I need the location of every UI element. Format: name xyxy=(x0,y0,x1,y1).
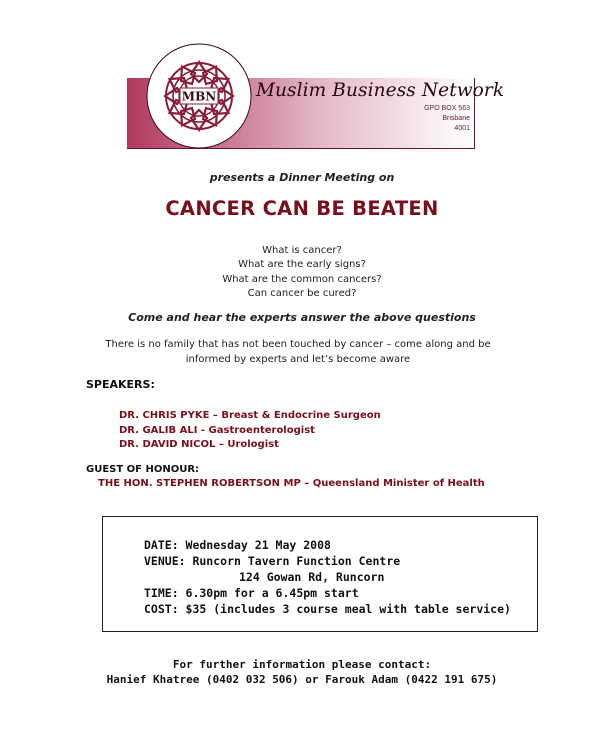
guest-heading: GUEST OF HONOUR: xyxy=(86,464,200,475)
family-line: There is no family that has not been touched by cancer – come along and be xyxy=(105,339,491,350)
address-line: GPO BOX 563 xyxy=(424,105,470,112)
question-list xyxy=(0,244,604,301)
event-details xyxy=(144,537,511,617)
event-cost: COST: $35 (includes 3 course meal with table service) xyxy=(144,602,511,616)
event-headline: CANCER CAN BE BEATEN xyxy=(165,197,439,220)
question-item: What is cancer? xyxy=(262,245,342,256)
speaker-list xyxy=(119,409,381,453)
intro-text: presents a Dinner Meeting on xyxy=(209,171,395,184)
org-name: Muslim Business Network xyxy=(256,80,505,101)
invitation-text: Come and hear the experts answer the above questions xyxy=(128,311,476,324)
speakers-heading: SPEAKERS: xyxy=(86,378,155,391)
emblem-label: MBN xyxy=(181,89,217,104)
speaker-item: DR. DAVID NICOL – Urologist xyxy=(119,439,279,450)
org-address xyxy=(400,104,470,134)
address-line: 4001 xyxy=(454,125,470,132)
family-paragraph xyxy=(98,338,498,367)
address-line: Brisbane xyxy=(442,115,470,122)
question-item: Can cancer be cured? xyxy=(247,287,357,299)
event-time: TIME: 6.30pm for a 6.45pm start xyxy=(144,586,359,600)
contact-names: Hanief Khatree (0402 032 506) or Farouk Adam (0422 191 675) xyxy=(106,673,498,686)
event-details-box xyxy=(102,516,538,632)
question-item: What are the early signs? xyxy=(238,259,366,271)
contact-info xyxy=(0,657,604,687)
speaker-item: DR. CHRIS PYKE – Breast & Endocrine Surgeon xyxy=(119,410,381,421)
guest-name: THE HON. STEPHEN ROBERTSON MP – Queensland Minister of Health xyxy=(98,478,485,489)
contact-heading: For further information please contact: xyxy=(172,658,432,671)
event-venue: VENUE: Runcorn Tavern Function Centre xyxy=(144,554,401,568)
event-date: DATE: Wednesday 21 May 2008 xyxy=(144,538,331,552)
question-item: What are the common cancers? xyxy=(222,273,382,285)
logo-header xyxy=(0,0,604,150)
speaker-item: DR. GALIB ALI - Gastroenterologist xyxy=(119,424,315,436)
event-venue-address: 124 Gowan Rd, Runcorn xyxy=(239,570,385,584)
family-line: informed by experts and let’s become aware xyxy=(185,353,411,365)
